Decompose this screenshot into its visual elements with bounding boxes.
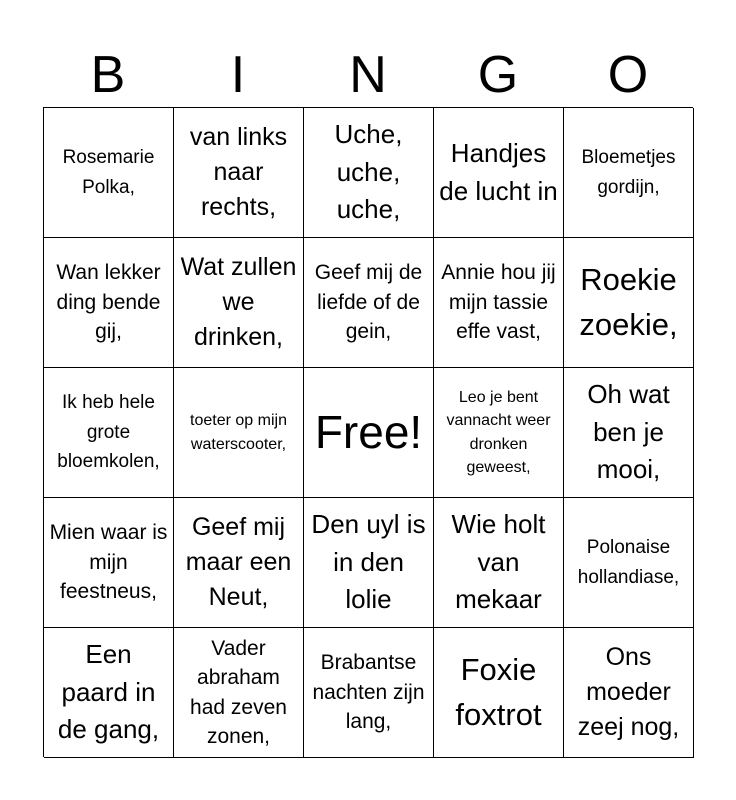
- free-space-cell[interactable]: [304, 368, 434, 498]
- bingo-cell[interactable]: [44, 628, 174, 758]
- header-letter-n: N: [349, 46, 387, 104]
- header-letter-b: B: [90, 46, 126, 104]
- bingo-cell[interactable]: [174, 368, 304, 498]
- bingo-cell-text: Den uyl is in den lolie: [311, 508, 426, 615]
- bingo-cell[interactable]: [564, 368, 694, 498]
- bingo-cell[interactable]: [564, 108, 694, 238]
- bingo-cell-text: Handjes de lucht in: [439, 137, 558, 206]
- bingo-cell[interactable]: [304, 628, 434, 758]
- bingo-cell[interactable]: [44, 498, 174, 628]
- bingo-cell[interactable]: [174, 108, 304, 238]
- bingo-card-grid: [43, 107, 693, 757]
- bingo-cell[interactable]: [564, 238, 694, 368]
- bingo-cell[interactable]: [434, 368, 564, 498]
- bingo-cell[interactable]: [304, 108, 434, 238]
- free-space-text: Free!: [314, 406, 423, 459]
- bingo-cell-text: Een paard in de gang,: [57, 638, 160, 745]
- bingo-cell-text: toeter op mijn waterscooter,: [190, 412, 287, 453]
- bingo-cell[interactable]: [44, 238, 174, 368]
- bingo-cell-text: Wan lekker ding bende gij,: [56, 261, 161, 344]
- bingo-cell-text: Ons moeder zeej nog,: [577, 643, 680, 741]
- bingo-cell[interactable]: [564, 628, 694, 758]
- header-letter-o: O: [607, 46, 649, 104]
- bingo-cell-text: Oh wat ben je mooi,: [587, 378, 670, 485]
- bingo-cell[interactable]: [304, 498, 434, 628]
- bingo-cell[interactable]: [174, 498, 304, 628]
- bingo-cell-text: Geef mij maar een Neut,: [185, 513, 292, 611]
- bingo-cell[interactable]: [304, 238, 434, 368]
- bingo-cell-text: Brabantse nachten zijn lang,: [312, 651, 425, 734]
- bingo-cell[interactable]: [564, 498, 694, 628]
- bingo-cell-text: Geef mij de liefde of de gein,: [314, 261, 423, 344]
- bingo-cell-text: Polonaise hollandiase,: [577, 537, 680, 588]
- bingo-cell[interactable]: [44, 368, 174, 498]
- bingo-header: [43, 44, 693, 106]
- bingo-cell[interactable]: [44, 108, 174, 238]
- bingo-cell-text: Foxie foxtrot: [455, 651, 542, 732]
- bingo-cell[interactable]: [434, 108, 564, 238]
- header-letter-i: I: [230, 46, 246, 104]
- bingo-cell-text: Rosemarie Polka,: [62, 147, 155, 198]
- bingo-cell-text: Annie hou jij mijn tassie effe vast,: [441, 261, 556, 344]
- bingo-cell-text: Bloemetjes gordijn,: [581, 147, 676, 198]
- bingo-cell-text: Wie holt van mekaar: [451, 508, 546, 615]
- header-letter-g: G: [477, 46, 519, 104]
- bingo-cell[interactable]: [434, 628, 564, 758]
- bingo-cell[interactable]: [174, 628, 304, 758]
- bingo-cell-text: Wat zullen we drinken,: [180, 253, 297, 351]
- bingo-cell-text: Uche, uche, uche,: [334, 118, 403, 225]
- bingo-cell-text: Ik heb hele grote bloemkolen,: [57, 392, 160, 473]
- bingo-cell[interactable]: [434, 498, 564, 628]
- bingo-cell[interactable]: [174, 238, 304, 368]
- bingo-cell-text: Leo je bent vannacht weer dronken geweest,: [446, 389, 551, 476]
- bingo-cell[interactable]: [434, 238, 564, 368]
- bingo-cell-text: Roekie zoekie,: [579, 261, 678, 342]
- bingo-cell-text: Vader abraham had zeven zonen,: [190, 636, 287, 748]
- bingo-cell-text: Mien waar is mijn feestneus,: [49, 521, 168, 604]
- bingo-cell-text: van links naar rechts,: [189, 123, 288, 221]
